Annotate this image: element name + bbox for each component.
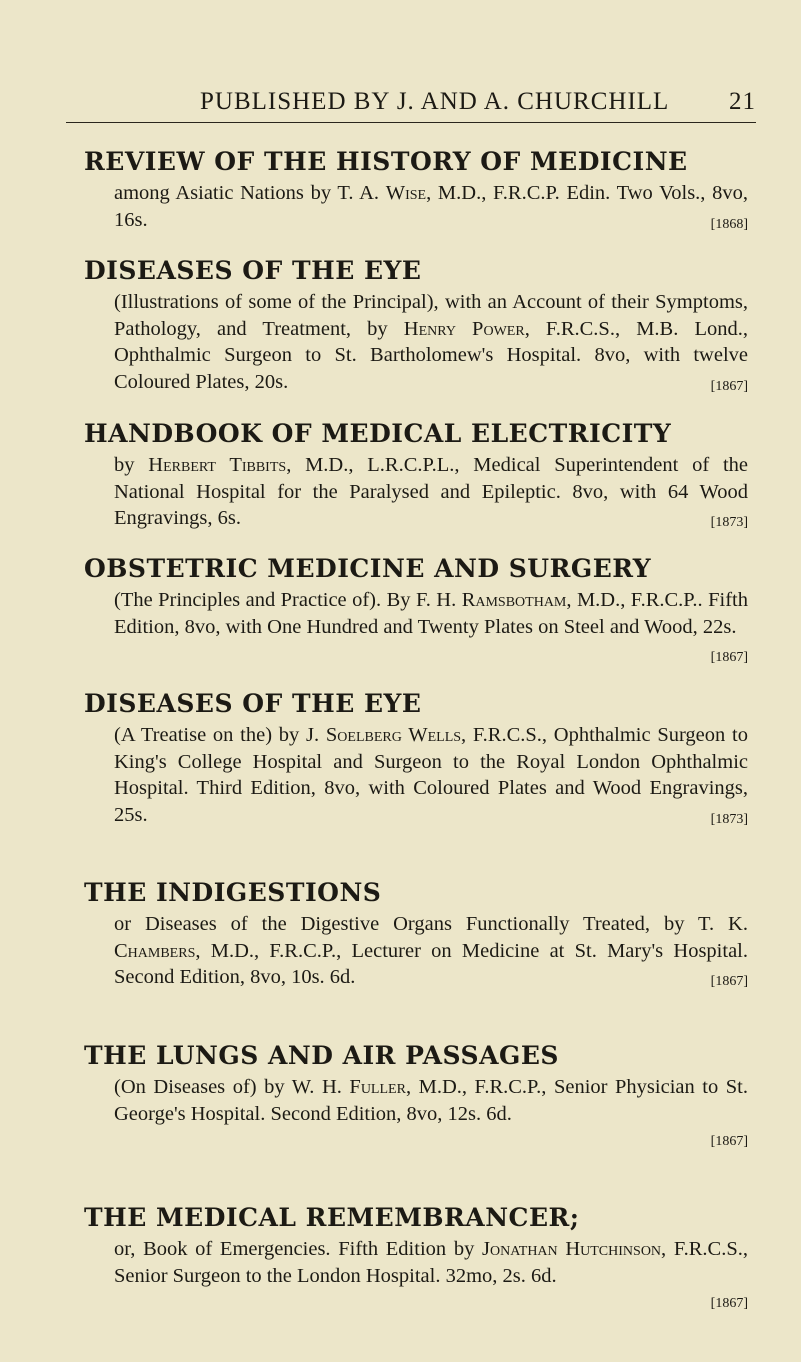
- entry-title: THE LUNGS AND AIR PASSAGES: [84, 1041, 559, 1070]
- entry-author: Chambers: [114, 939, 196, 962]
- catalogue-entry: [84, 1202, 748, 1318]
- catalogue-entry: [84, 688, 748, 833]
- entry-author: Fuller: [349, 1076, 406, 1098]
- entry-description: (On Diseases of) by W. H. Fuller, M.D., F.R.C.P., Senior Physician to St. George's Hospital. Second Edition, 8vo, 12s. 6d. [1867]: [114, 1074, 748, 1156]
- entry-description: (Illustrations of some of the Principal), with an Account of their Symptoms, Pathology, and Treatment, by Henry Power, F.R.C.S., M.B. Lond., Ophthalmic Surgeon to St. Bartholomew's Hospital. 8vo, with twelve Coloured Plates, 20s. [1867]: [114, 289, 748, 395]
- entry-description: or Diseases of the Digestive Organs Functionally Treated, by T. K. Chambers, M.D., F.R.C.P., Lecturer on Medicine at St. Mary's Hospital. Second Edition, 8vo, 10s. 6d. [1867]: [114, 911, 748, 991]
- entry-description: (The Principles and Practice of). By F. H. Ramsbotham, M.D., F.R.C.P.. Fifth Edition, 8vo, with One Hundred and Twenty Plates on Steel and Wood, 22s. [1867]: [114, 587, 748, 640]
- entry-title: REVIEW OF THE HISTORY OF MEDICINE: [84, 147, 688, 176]
- entry-title: OBSTETRIC MEDICINE AND SURGERY: [84, 554, 652, 583]
- entry-year: [1867]: [710, 650, 748, 665]
- entry-year: [1867]: [710, 378, 748, 394]
- catalogue-entry: [84, 877, 748, 996]
- entry-author: Ramsbotham: [461, 589, 567, 611]
- entry-title: DISEASES OF THE EYE: [84, 256, 422, 285]
- page-number: 21: [729, 88, 756, 115]
- entry-title: HANDBOOK OF MEDICAL ELECTRICITY: [84, 419, 672, 448]
- entry-author: Jonathan Hutchinson: [482, 1238, 662, 1260]
- entry-description: by Herbert Tibbits, M.D., L.R.C.P.L., Medical Superintendent of the National Hospital for the Paralysed and Epileptic. 8vo, with 64 Wood Engravings, 6s. [1873]: [114, 452, 748, 532]
- entry-title: THE INDIGESTIONS: [84, 878, 382, 907]
- entry-year: [1868]: [710, 216, 748, 232]
- entry-author: Herbert Tibbits: [148, 454, 287, 476]
- header-rule: [66, 122, 756, 123]
- entry-year: [1873]: [710, 515, 748, 530]
- entry-year: [1867]: [710, 1296, 748, 1311]
- catalogue-entry: [84, 553, 748, 672]
- entry-description: (A Treatise on the) by J. Soelberg Wells, F.R.C.S., Ophthalmic Surgeon to King's College Hospital and Surgeon to the Royal London Ophthalmic Hospital. Third Edition, 8vo, with Coloured Plates and Wood Engravings, 25s. [1873]: [114, 722, 748, 828]
- catalogue-entry: [84, 255, 748, 400]
- entry-title: DISEASES OF THE EYE: [84, 689, 422, 718]
- entry-author: Wise: [385, 182, 427, 204]
- catalogue-entry: [84, 418, 749, 537]
- entry-year: [1867]: [710, 974, 748, 989]
- entry-description: among Asiatic Nations by T. A. Wise, M.D., F.R.C.P. Edin. Two Vols., 8vo, 16s. [1868]: [114, 180, 748, 233]
- catalogue-entry: [84, 1040, 748, 1156]
- entry-year: [1873]: [710, 811, 748, 827]
- entry-description: or, Book of Emergencies. Fifth Edition by Jonathan Hutchinson, F.R.C.S., Senior Surgeon to the London Hospital. 32mo, 2s. 6d. [1867]: [114, 1236, 748, 1318]
- catalogue-entry: [84, 146, 748, 238]
- entry-author: Henry Power: [403, 317, 525, 340]
- entry-author: Soelberg Wells: [325, 724, 462, 746]
- entry-title: THE MEDICAL REMEMBRANCER;: [84, 1203, 580, 1232]
- entry-year: [1867]: [710, 1134, 748, 1149]
- running-title: PUBLISHED BY J. AND A. CHURCHILL: [200, 88, 670, 115]
